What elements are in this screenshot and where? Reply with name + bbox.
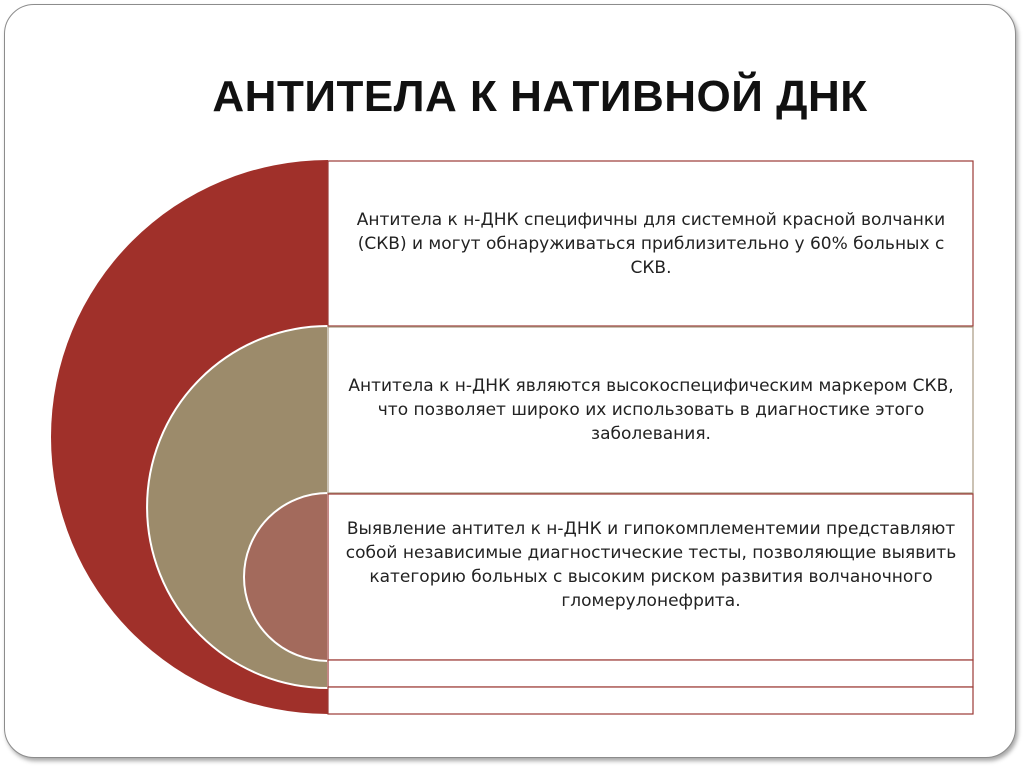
block-text-3: Выявление антител к н-ДНК и гипокомплементемии представляют собой независимые диагностические тесты, позволяющие выявить категорию больных с высоким риском развития волчаночного гломерулонефрита. [345,519,957,611]
text-box-5 [328,687,973,714]
text-box-4 [328,660,973,687]
block-text-2: Антитела к н-ДНК являются высокоспецифическим маркером СКВ, что позволяет широко их использовать в диагностике этого заболевания. [348,376,954,444]
page-title: АНТИТЕЛА К НАТИВНОЙ ДНК [212,72,868,121]
block-text-1: Антитела к н-ДНК специфичны для системной красной волчанки (СКВ) и могут обнаруживаться приблизительно у 60% больных с СКВ. [356,210,946,278]
